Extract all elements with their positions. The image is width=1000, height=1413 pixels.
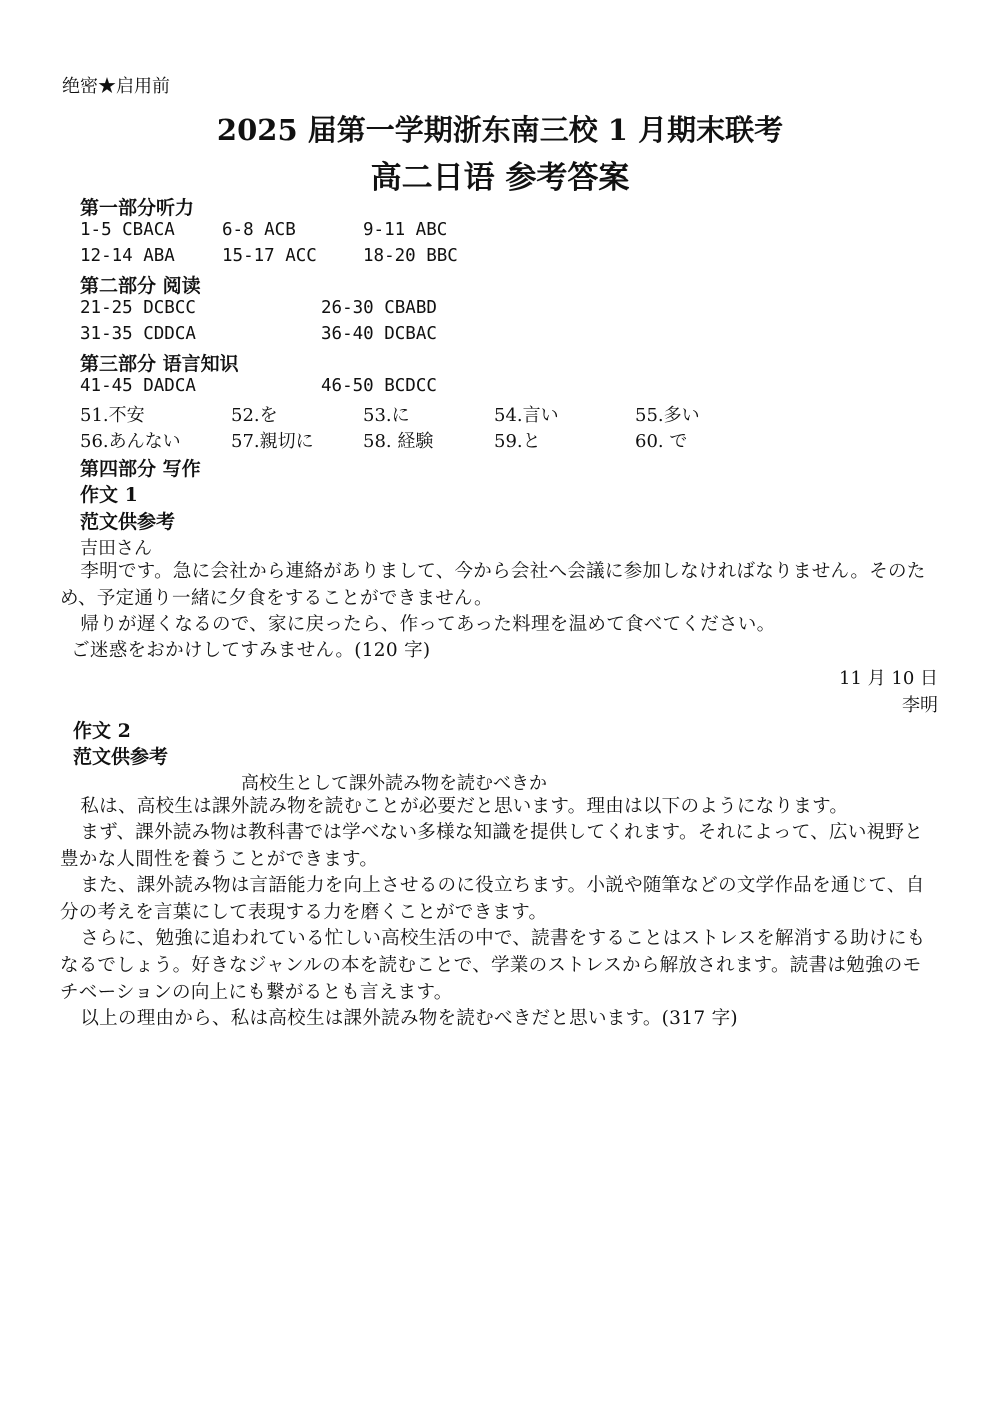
essay2-paragraph: まず、課外読み物は教科書では学べない多様な知識を提供してくれます。それによって、広い視野と豊かな人間性を養うことができます。 xyxy=(60,822,924,870)
essay1-paragraph: 李明です。急に会社から連絡がありまして、今から会社へ会議に参加しなければなりません。そのため、予定通り一緒に夕食をすることができません。 xyxy=(60,561,926,609)
answer-group: 9-11 ABC xyxy=(363,220,448,240)
answer-group: 46-50 BCDCC xyxy=(321,376,437,396)
fill-answer: 51.不安 xyxy=(80,405,145,426)
essay1-paragraph: ご迷惑をおかけしてすみません。(120 字) xyxy=(71,640,431,661)
answer-group: 1-5 CBACA xyxy=(80,220,175,240)
part4-heading: 第四部分 写作 xyxy=(80,458,201,480)
essay2-paragraph: さらに、勉強に追われている忙しい高校生活の中で、読書をすることはストレスを解消する助けにもなるでしょう。好きなジャンルの本を読むことで、学業のストレスから解放されます。読書は勉強のモチベーションの向上にも繋がるとも言えます。 xyxy=(60,928,926,1003)
part2-heading: 第二部分 阅读 xyxy=(80,275,201,297)
fill-answer: 58. 経験 xyxy=(363,431,434,452)
essay2-paragraph: 以上の理由から、私は高校生は課外読み物を読むべきだと思います。(317 字) xyxy=(80,1008,738,1029)
essay1-salutation: 吉田さん xyxy=(80,538,152,559)
part3-heading: 第三部分 语言知识 xyxy=(80,353,239,375)
fill-answer: 54.言い xyxy=(494,405,559,426)
answer-group: 12-14 ABA xyxy=(80,246,175,266)
fill-answer: 57.親切に xyxy=(231,431,314,452)
essay2-label: 作文 2 xyxy=(73,720,131,742)
fill-answer: 55.多い xyxy=(635,405,700,426)
fill-answer: 52.を xyxy=(231,405,278,426)
essay1-date: 11 月 10 日 xyxy=(839,668,938,689)
confidential-label: 绝密★启用前 xyxy=(62,76,170,97)
answer-group: 41-45 DADCA xyxy=(80,376,196,396)
essay2-paragraph: また、課外読み物は言語能力を向上させるのに役立ちます。小説や随筆などの文学作品を通じて、自分の考えを言葉にして表現する力を磨くことができます。 xyxy=(60,875,925,923)
exam-title: 2025 届第一学期浙东南三校 1 月期末联考 xyxy=(216,113,784,147)
exam-subtitle: 高二日语 参考答案 xyxy=(370,160,630,196)
essay1-signature: 李明 xyxy=(902,695,938,716)
essay1-paragraph: 帰りが遅くなるので、家に戻ったら、作ってあった料理を温めて食べてください。 xyxy=(80,614,776,635)
part1-heading: 第一部分听力 xyxy=(80,197,195,219)
essay2-sample-label: 范文供参考 xyxy=(73,746,169,768)
essay2-title: 高校生として課外読み物を読むべきか xyxy=(241,773,547,794)
answer-group: 18-20 BBC xyxy=(363,246,458,266)
fill-answer: 59.と xyxy=(494,431,541,452)
essay1-label: 作文 1 xyxy=(80,484,138,506)
answer-group: 21-25 DCBCC xyxy=(80,298,196,318)
fill-answer: 60. で xyxy=(635,431,688,452)
answer-group: 6-8 ACB xyxy=(222,220,296,240)
fill-answer: 53.に xyxy=(363,405,410,426)
answer-group: 36-40 DCBAC xyxy=(321,324,437,344)
answer-group: 15-17 ACC xyxy=(222,246,317,266)
answer-group: 31-35 CDDCA xyxy=(80,324,196,344)
essay1-sample-label: 范文供参考 xyxy=(80,511,176,533)
essay2-paragraph: 私は、高校生は課外読み物を読むことが必要だと思います。理由は以下のようになります。 xyxy=(80,796,849,817)
fill-answer: 56.あんない xyxy=(80,431,181,452)
answer-group: 26-30 CBABD xyxy=(321,298,437,318)
